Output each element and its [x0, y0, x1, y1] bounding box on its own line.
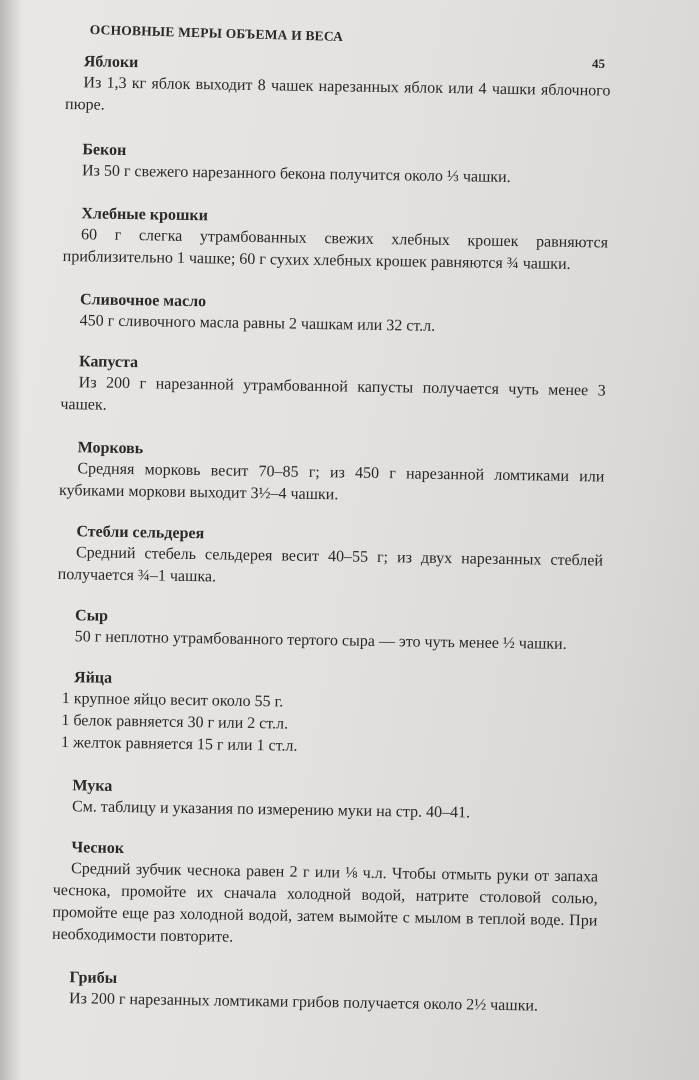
entry-cheese — [57, 606, 603, 657]
entry-heading: Сыр — [74, 607, 109, 625]
entry-heading: Хлебные крошки — [81, 205, 209, 225]
entry-bacon — [64, 140, 610, 191]
entry-heading: Морковь — [77, 439, 144, 458]
entry-heading: Яблоки — [83, 53, 139, 72]
entry-heading: Стебли сельдерея — [76, 523, 205, 543]
entry-heading: Грибы — [69, 969, 118, 987]
page-gutter-shadow — [0, 0, 22, 1080]
entry-carrot — [59, 438, 605, 511]
entry-heading: Сливочное масло — [79, 291, 207, 311]
entry-line: 1 желток равняется 15 г или 1 ст.л. — [60, 734, 298, 755]
entry-text: 60 г слегка утрамбованных свежих хлебных крошек равняются приблизительно 1 чашке; 60 г сухих хлебных крошек равняются ¾ чашки. — [62, 226, 609, 273]
entry-heading: Бекон — [82, 141, 127, 159]
page-number: 45 — [592, 56, 605, 71]
entry-text: Средний зубчик чеснока равен 2 г или ⅛ ч.л. Чтобы отмыть руки от запаха чеснока, промойте их сначала холодной водой, натрите столовой солью, промойте еще раз холодной водой, затем вымойте с мылом в теплой воде. При необходимости повторите. — [51, 860, 599, 946]
entry-flour — [54, 776, 600, 827]
entry-breadcrumbs — [63, 204, 609, 277]
entry-heading: Капуста — [78, 353, 139, 372]
entry-text: Средний стебель сельдерея весит 40–55 г; из двух нарезанных стеблей получается ¾–1 чашка. — [57, 544, 604, 586]
entry-heading: Мука — [72, 777, 113, 795]
running-head: ОСНОВНЫЕ МЕРЫ ОБЪЕМА И ВЕСА — [89, 22, 344, 45]
entry-celery — [58, 522, 604, 595]
entry-text: 50 г неплотно утрамбованного тертого сыра — это чуть менее ½ чашки. — [74, 628, 567, 653]
entry-line: 1 крупное яйцо весит около 55 г. — [61, 690, 284, 711]
entry-text: Из 200 г нарезанной утрамбованной капусты получается чуть менее 3 чашек. — [60, 374, 606, 414]
entry-text: См. таблицу и указания по измерению муки на стр. 40–41. — [71, 798, 471, 822]
entry-cabbage — [60, 352, 606, 425]
entry-text: 450 г сливочного масла равны 2 чашкам или 32 ст.л. — [79, 312, 436, 335]
entry-text: Из 50 г свежего нарезанного бекона получится около ⅓ чашки. — [81, 162, 511, 186]
entry-garlic — [52, 838, 599, 955]
entry-text: Из 200 г нарезанных ломтиками грибов получается около 2½ чашки. — [68, 990, 539, 1015]
entry-heading: Яйца — [73, 669, 113, 687]
entry-mushrooms — [51, 968, 597, 1019]
entry-text: Из 1,3 кг яблок выходит 8 чашек нарезанных яблок или 4 чашки яблочного пюре. — [64, 74, 611, 114]
entry-line: 1 белок равняется 30 г или 2 ст.л. — [61, 712, 289, 733]
entry-apples — [65, 52, 611, 125]
entry-butter — [62, 290, 608, 341]
page-content — [51, 48, 611, 1015]
entry-eggs — [55, 668, 601, 763]
entry-heading: Чеснок — [71, 839, 125, 858]
entry-text: Средняя морковь весит 70–85 г; из 450 г нарезанной ломтиками или кубиками моркови выходит 3½–4 чашки. — [58, 460, 605, 504]
